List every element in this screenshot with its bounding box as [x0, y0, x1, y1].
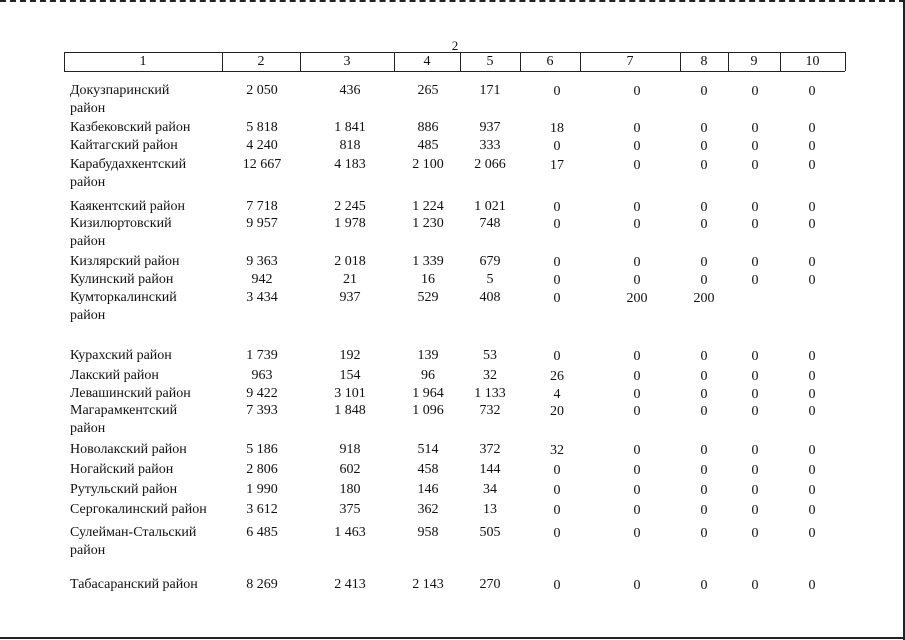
cell-col-6: 0: [553, 526, 561, 541]
district-name: [70, 198, 230, 216]
cell-col-4: 1 339: [412, 254, 444, 269]
cell-col-7: 0: [633, 273, 641, 288]
district-name-line: Кумторкалинский: [70, 290, 177, 305]
cell-col-10: 0: [808, 443, 816, 458]
cell-col-9: 0: [751, 463, 759, 478]
page-frame-top: [0, 0, 905, 2]
district-name: [70, 461, 230, 479]
cell-col-9: 0: [751, 273, 759, 288]
cell-col-10: 0: [808, 526, 816, 541]
district-name-line: Кайтагский район: [70, 138, 178, 153]
table-header-bottom-rule: [64, 71, 845, 72]
cell-col-7: 0: [633, 387, 641, 402]
cell-col-10: 0: [808, 369, 816, 384]
cell-col-9: 0: [751, 217, 759, 232]
district-name: [70, 524, 230, 560]
cell-col-4: 485: [417, 138, 439, 153]
cell-col-2: 2 050: [246, 83, 278, 98]
cell-col-7: 0: [633, 200, 641, 215]
cell-col-6: 0: [553, 84, 561, 99]
cell-col-10: 0: [808, 387, 816, 402]
cell-col-2: 1 739: [246, 348, 278, 363]
page-number: 2: [451, 38, 459, 53]
header-col-2: 2: [257, 54, 265, 69]
cell-col-6: 0: [553, 503, 561, 518]
district-name: [70, 271, 230, 289]
cell-col-3: 818: [339, 138, 361, 153]
district-name: [70, 253, 230, 271]
district-name-line: Табасаранский район: [70, 577, 198, 592]
cell-col-4: 458: [417, 462, 439, 477]
cell-col-3: 1 848: [334, 403, 366, 418]
district-name: [70, 402, 230, 438]
cell-col-7: 0: [633, 255, 641, 270]
cell-col-8: 0: [700, 158, 708, 173]
cell-col-8: 0: [700, 483, 708, 498]
cell-col-4: 2 143: [412, 577, 444, 592]
cell-col-6: 0: [553, 578, 561, 593]
cell-col-6: 0: [553, 349, 561, 364]
cell-col-6: 0: [553, 255, 561, 270]
cell-col-5: 732: [479, 403, 501, 418]
cell-col-3: 436: [339, 83, 361, 98]
cell-col-10: 0: [808, 578, 816, 593]
cell-col-10: 0: [808, 139, 816, 154]
cell-col-5: 748: [479, 216, 501, 231]
district-name: [70, 501, 230, 519]
cell-col-5: 171: [479, 83, 501, 98]
cell-col-9: 0: [751, 526, 759, 541]
cell-col-7: 0: [633, 217, 641, 232]
district-name-line: Кулинский район: [70, 272, 174, 287]
district-name-line: Новолакский район: [70, 442, 187, 457]
cell-col-3: 192: [339, 348, 361, 363]
cell-col-6: 0: [553, 483, 561, 498]
header-separator: [845, 52, 846, 71]
header-separator: [222, 52, 223, 71]
cell-col-6: 4: [553, 387, 561, 402]
cell-col-3: 1 463: [334, 525, 366, 540]
cell-col-5: 13: [483, 502, 497, 517]
cell-col-4: 139: [417, 348, 439, 363]
header-col-10: 10: [805, 54, 820, 69]
district-name-line: Кизлярский район: [70, 254, 180, 269]
cell-col-2: 5 818: [246, 120, 278, 135]
cell-col-3: 1 978: [334, 216, 366, 231]
district-name-line: район: [70, 101, 106, 116]
cell-col-8: 0: [700, 578, 708, 593]
cell-col-8: 0: [700, 121, 708, 136]
cell-col-5: 53: [483, 348, 497, 363]
cell-col-9: 0: [751, 139, 759, 154]
cell-col-2: 9 363: [246, 254, 278, 269]
cell-col-6: 0: [553, 273, 561, 288]
cell-col-5: 505: [479, 525, 501, 540]
district-name-line: Магарамкентский: [70, 403, 178, 418]
header-col-3: 3: [343, 54, 351, 69]
cell-col-2: 7 718: [246, 199, 278, 214]
cell-col-2: 5 186: [246, 442, 278, 457]
district-name: [70, 289, 230, 325]
cell-col-6: 0: [553, 139, 561, 154]
cell-col-3: 2 413: [334, 577, 366, 592]
cell-col-7: 0: [633, 404, 641, 419]
cell-col-2: 4 240: [246, 138, 278, 153]
cell-col-5: 408: [479, 290, 501, 305]
header-separator: [680, 52, 681, 71]
cell-col-3: 375: [339, 502, 361, 517]
cell-col-7: 200: [626, 291, 648, 306]
district-name-line: Сергокалинский район: [70, 502, 207, 517]
header-separator: [780, 52, 781, 71]
cell-col-2: 8 269: [246, 577, 278, 592]
cell-col-5: 144: [479, 462, 501, 477]
cell-col-9: 0: [751, 121, 759, 136]
cell-col-4: 1 224: [412, 199, 444, 214]
district-name-line: район: [70, 308, 106, 323]
cell-col-3: 2 018: [334, 254, 366, 269]
cell-col-3: 154: [339, 368, 361, 383]
cell-col-3: 602: [339, 462, 361, 477]
cell-col-2: 9 957: [246, 216, 278, 231]
cell-col-7: 0: [633, 121, 641, 136]
district-name-line: Курахский район: [70, 348, 172, 363]
cell-col-4: 958: [417, 525, 439, 540]
cell-col-2: 6 485: [246, 525, 278, 540]
cell-col-7: 0: [633, 463, 641, 478]
cell-col-3: 4 183: [334, 157, 366, 172]
cell-col-6: 17: [550, 158, 564, 173]
cell-col-9: 0: [751, 503, 759, 518]
cell-col-10: 0: [808, 483, 816, 498]
cell-col-8: 0: [700, 463, 708, 478]
cell-col-7: 0: [633, 84, 641, 99]
cell-col-2: 3 612: [246, 502, 278, 517]
cell-col-2: 3 434: [246, 290, 278, 305]
cell-col-4: 265: [417, 83, 439, 98]
cell-col-3: 180: [339, 482, 361, 497]
cell-col-10: 0: [808, 217, 816, 232]
district-name-line: Кизилюртовский: [70, 216, 172, 231]
cell-col-5: 1 021: [474, 199, 506, 214]
header-separator: [394, 52, 395, 71]
district-name-line: Ногайский район: [70, 462, 174, 477]
district-name-line: Казбековский район: [70, 120, 191, 135]
cell-col-8: 0: [700, 443, 708, 458]
cell-col-6: 18: [550, 121, 564, 136]
header-separator: [520, 52, 521, 71]
cell-col-5: 937: [479, 120, 501, 135]
cell-col-5: 2 066: [474, 157, 506, 172]
district-name-line: Сулейман-Стальский: [70, 525, 197, 540]
cell-col-4: 2 100: [412, 157, 444, 172]
cell-col-5: 333: [479, 138, 501, 153]
district-name: [70, 576, 230, 594]
cell-col-9: 0: [751, 443, 759, 458]
cell-col-9: 0: [751, 369, 759, 384]
cell-col-9: 0: [751, 578, 759, 593]
cell-col-10: 0: [808, 463, 816, 478]
cell-col-6: 32: [550, 443, 564, 458]
cell-col-8: 0: [700, 84, 708, 99]
cell-col-4: 886: [417, 120, 439, 135]
header-col-5: 5: [486, 54, 494, 69]
cell-col-6: 20: [550, 404, 564, 419]
cell-col-8: 0: [700, 387, 708, 402]
cell-col-6: 0: [553, 291, 561, 306]
cell-col-5: 372: [479, 442, 501, 457]
cell-col-7: 0: [633, 503, 641, 518]
cell-col-8: 0: [700, 404, 708, 419]
cell-col-3: 3 101: [334, 386, 366, 401]
header-separator: [460, 52, 461, 71]
cell-col-6: 0: [553, 217, 561, 232]
header-separator: [300, 52, 301, 71]
cell-col-7: 0: [633, 139, 641, 154]
cell-col-9: 0: [751, 387, 759, 402]
cell-col-9: 0: [751, 200, 759, 215]
cell-col-4: 96: [421, 368, 435, 383]
district-name: [70, 137, 230, 155]
cell-col-5: 34: [483, 482, 497, 497]
cell-col-4: 1 964: [412, 386, 444, 401]
header-col-4: 4: [423, 54, 431, 69]
cell-col-2: 942: [251, 272, 273, 287]
cell-col-7: 0: [633, 158, 641, 173]
cell-col-6: 26: [550, 369, 564, 384]
cell-col-3: 2 245: [334, 199, 366, 214]
cell-col-10: 0: [808, 255, 816, 270]
district-name: [70, 215, 230, 251]
cell-col-8: 0: [700, 503, 708, 518]
district-name-line: район: [70, 234, 106, 249]
cell-col-5: 32: [483, 368, 497, 383]
cell-col-9: 0: [751, 158, 759, 173]
cell-col-3: 937: [339, 290, 361, 305]
district-name-line: район: [70, 175, 106, 190]
cell-col-7: 0: [633, 369, 641, 384]
district-name: [70, 441, 230, 459]
district-name: [70, 82, 230, 118]
cell-col-6: 0: [553, 200, 561, 215]
cell-col-8: 0: [700, 526, 708, 541]
cell-col-5: 5: [486, 272, 494, 287]
cell-col-4: 514: [417, 442, 439, 457]
cell-col-6: 0: [553, 463, 561, 478]
cell-col-4: 146: [417, 482, 439, 497]
page-frame-bottom: [0, 637, 905, 639]
cell-col-5: 270: [479, 577, 501, 592]
district-name: [70, 347, 230, 365]
district-name: [70, 156, 230, 192]
cell-col-7: 0: [633, 349, 641, 364]
cell-col-2: 1 990: [246, 482, 278, 497]
header-separator: [728, 52, 729, 71]
district-name-line: Левашинский район: [70, 386, 191, 401]
cell-col-4: 1 230: [412, 216, 444, 231]
cell-col-9: 0: [751, 349, 759, 364]
cell-col-8: 0: [700, 139, 708, 154]
cell-col-10: 0: [808, 200, 816, 215]
cell-col-2: 7 393: [246, 403, 278, 418]
cell-col-2: 963: [251, 368, 273, 383]
header-separator: [580, 52, 581, 71]
header-col-8: 8: [700, 54, 708, 69]
district-name: [70, 367, 230, 385]
cell-col-8: 200: [693, 291, 715, 306]
cell-col-9: 0: [751, 404, 759, 419]
cell-col-10: 0: [808, 349, 816, 364]
cell-col-4: 529: [417, 290, 439, 305]
cell-col-8: 0: [700, 217, 708, 232]
cell-col-10: 0: [808, 503, 816, 518]
cell-col-7: 0: [633, 443, 641, 458]
cell-col-8: 0: [700, 349, 708, 364]
cell-col-7: 0: [633, 483, 641, 498]
header-separator: [64, 52, 65, 71]
cell-col-7: 0: [633, 526, 641, 541]
cell-col-3: 918: [339, 442, 361, 457]
cell-col-3: 1 841: [334, 120, 366, 135]
header-col-1: 1: [139, 54, 147, 69]
cell-col-8: 0: [700, 273, 708, 288]
district-name-line: район: [70, 421, 106, 436]
cell-col-8: 0: [700, 255, 708, 270]
district-name-line: Лакский район: [70, 368, 159, 383]
cell-col-10: 0: [808, 158, 816, 173]
cell-col-4: 1 096: [412, 403, 444, 418]
header-col-9: 9: [750, 54, 758, 69]
district-name-line: Каякентский район: [70, 199, 185, 214]
cell-col-10: 0: [808, 273, 816, 288]
header-col-6: 6: [546, 54, 554, 69]
cell-col-2: 12 667: [242, 157, 282, 172]
cell-col-4: 362: [417, 502, 439, 517]
cell-col-8: 0: [700, 200, 708, 215]
cell-col-10: 0: [808, 84, 816, 99]
cell-col-2: 9 422: [246, 386, 278, 401]
district-name-line: Карабудахкентский: [70, 157, 187, 172]
cell-col-5: 679: [479, 254, 501, 269]
cell-col-9: 0: [751, 255, 759, 270]
district-name: [70, 385, 230, 403]
cell-col-3: 21: [343, 272, 357, 287]
header-col-7: 7: [626, 54, 634, 69]
district-name: [70, 119, 230, 137]
cell-col-4: 16: [421, 272, 435, 287]
cell-col-8: 0: [700, 369, 708, 384]
district-name-line: район: [70, 543, 106, 558]
cell-col-10: 0: [808, 121, 816, 136]
cell-col-10: 0: [808, 404, 816, 419]
cell-col-9: 0: [751, 483, 759, 498]
cell-col-2: 2 806: [246, 462, 278, 477]
district-name-line: Рутульский район: [70, 482, 178, 497]
district-name: [70, 481, 230, 499]
district-name-line: Докузпаринский: [70, 83, 170, 98]
cell-col-7: 0: [633, 578, 641, 593]
cell-col-9: 0: [751, 84, 759, 99]
cell-col-5: 1 133: [474, 386, 506, 401]
